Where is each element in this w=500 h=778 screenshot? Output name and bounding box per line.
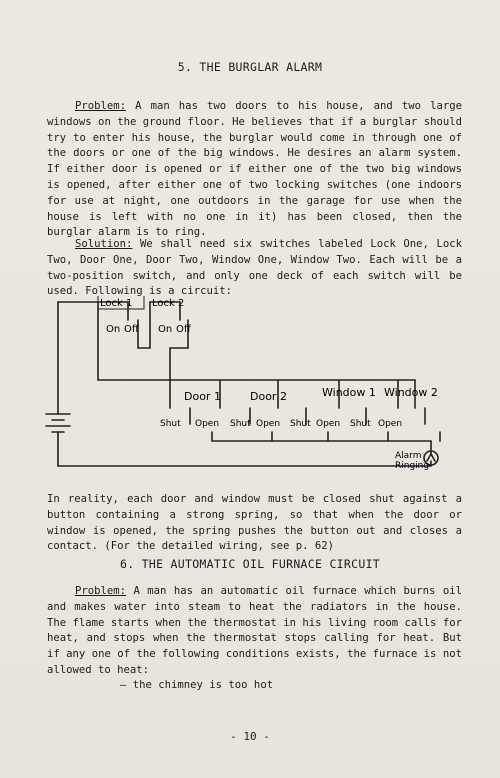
reality-paragraph: In reality, each door and window must be closed shut against a button containing a strong spring, so that when the door or window is opened, the spring pushes the button out and closes a contact. (For the detailed wiring, see p. 62)	[47, 493, 462, 553]
lock-2-off: Off	[176, 324, 191, 335]
door-2-label: Door 2	[250, 390, 287, 403]
door-1-label: Door 1	[184, 390, 221, 403]
window-1-shut: Shut	[290, 419, 311, 429]
condition-chimney: — the chimney is too hot	[120, 679, 274, 691]
alarm-label-1: Alarm	[395, 451, 422, 461]
door-2-open: Open	[256, 419, 281, 429]
lock-1-on: On	[106, 324, 121, 335]
door-2-shut: Shut	[230, 419, 251, 429]
furnace-problem-text: A man has an automatic oil furnace which burns oil and makes water into steam to heat the radiators in the house. The flame starts when the thermostat in his living room calls for heat, and stops when the thermostat stops calling for heat. But if any one of the following conditions exists, the furnace is not allowed to heat:	[47, 585, 462, 676]
furnace-problem-label: Problem:	[75, 585, 127, 597]
door-1-open: Open	[195, 419, 220, 429]
window-1-open: Open	[316, 419, 341, 429]
furnace-problem-paragraph	[47, 584, 462, 679]
section-5-heading: 5. THE BURGLAR ALARM	[177, 60, 323, 74]
problem-paragraph	[47, 99, 462, 241]
section-6-heading: 6. THE AUTOMATIC OIL FURNACE CIRCUIT	[119, 557, 381, 571]
solution-text: We shall need six switches labeled Lock One, Lock Two, Door One, Door Two, Window One, Window Two. Each will be a two-position switch, and only one deck of each switch will be used. Following is a circuit:	[47, 238, 462, 298]
lock-2-label: Lock 2	[152, 298, 185, 309]
window-2-label: Window 2	[384, 386, 438, 399]
lock-2-on: On	[158, 324, 173, 335]
lock-1-label: Lock 1	[100, 298, 133, 309]
solution-paragraph	[47, 237, 462, 300]
lock-1-off: Off	[124, 324, 139, 335]
burglar-alarm-circuit	[40, 296, 450, 488]
problem-text: A man has two doors to his house, and two large windows on the ground floor. He believes that if a burglar should try to enter his house, the burglar would come in through one of the doors or one of the big windows. He desires an alarm system. If either door is opened or if either one of the two big windows is opened, after either one of two locking switches (one indoors for use at night, one outdoors in the garage for use when the house is left with no one in it) has been closed, then the burglar alarm is to ring.	[47, 100, 462, 239]
page-number: - 10 -	[230, 730, 270, 743]
window-1-label: Window 1	[322, 386, 376, 399]
alarm-label-2: Ringing	[395, 461, 430, 471]
door-1-shut: Shut	[160, 419, 181, 429]
window-2-shut: Shut	[350, 419, 371, 429]
problem-label: Problem:	[75, 100, 127, 112]
window-2-open: Open	[378, 419, 403, 429]
solution-label: Solution:	[75, 238, 133, 250]
